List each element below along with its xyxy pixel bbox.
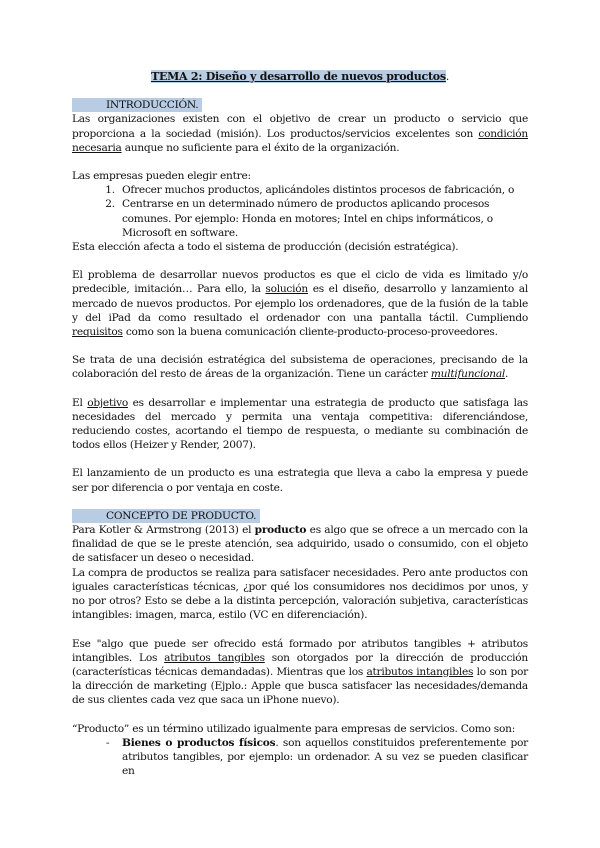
text: es algo que se ofrece a un mercado con la finalidad de que se le preste atención, sea adquirido, usado o consumido, con el objeto de satisfacer un deseo o necesidad. — [72, 524, 529, 565]
section-concepto-producto — [72, 509, 528, 778]
paragraph — [72, 396, 528, 453]
paragraph — [72, 353, 528, 381]
text: son otorgados por la dirección de producción (características técnicas demandadas). Mientras que los — [72, 651, 528, 678]
page-title — [72, 70, 528, 84]
underlined-term: objetivo — [87, 396, 128, 409]
paragraph: Esta elección afecta a todo el sistema de producción (decisión estratégica). — [72, 241, 459, 254]
text: como son la buena comunicación cliente-producto-proceso-proveedores. — [122, 326, 498, 339]
paragraph: El lanzamiento de un producto es una estrategia que lleva a cabo la empresa y puede ser por diferencia o por ventaja en coste. — [72, 467, 528, 494]
paragraph — [72, 268, 528, 339]
paragraph: Las empresas pueden elegir entre: — [72, 170, 251, 183]
text: Para Kotler & Armstrong (2013) el — [72, 524, 255, 537]
paragraph — [72, 637, 528, 708]
text: Ese "algo que puede ser ofrecido está formado por atributos tangibles + atributos intangibles. Los — [72, 637, 528, 664]
text: lo son por la dirección de marketing (Ejplo.: Apple que busca satisfacer las necesidades/demanda de sus clientes cada vez que saca un iPhone nuevo). — [72, 665, 528, 707]
dash-list — [72, 736, 528, 779]
heading-introduccion: INTRODUCCIÓN. — [72, 98, 202, 112]
text: es desarrollar e implementar una estrategia de producto que satisfaga las necesidades del mercado y permita una ventaja competitiva: diferenciándose, reduciendo costes, acortando el tiempo de respuesta, o mediante su combinación de todos ellos (Heizer y Render, 2007). — [72, 396, 528, 452]
paragraph: La compra de productos se realiza para satisfacer necesidades. Pero ante productos con iguales características técnicas, ¿por qué los consumidores nos decidimos por unos, y no por otros? Esto se debe a la distinta percepción, valoración subjetiva, características intangibles: imagen, marca, estilo (VC en diferenciación). — [72, 566, 528, 622]
heading-concepto-producto: CONCEPTO DE PRODUCTO. — [72, 509, 260, 523]
text: . — [505, 368, 509, 381]
text: aunque no suficiente para el éxito de la organización. — [121, 141, 400, 154]
underlined-term: condición necesaria — [72, 127, 528, 154]
title-period: . — [445, 71, 449, 83]
underlined-term: multifuncional — [430, 368, 506, 381]
underlined-term: atributos tangibles — [164, 651, 265, 664]
text: Se trata de una decisión estratégica del subsistema de operaciones, precisando de la colaboración del resto de áreas de la organización. Tiene un carácter — [72, 354, 528, 381]
paragraph: “Producto” es un término utilizado igualmente para empresas de servicios. Como son: — [72, 722, 516, 735]
list-item — [106, 736, 528, 779]
bold-term: Bienes o productos físicos — [122, 736, 276, 749]
text: El problema de desarrollar nuevos productos es que el ciclo de vida es limitado y/o predecible, imitación… Para ello, la — [72, 269, 528, 296]
text: . son aquellos constituidos preferentemente por atributos tangibles, por ejemplo: un ordenador. A su vez se pueden clasificar en — [122, 736, 528, 778]
paragraph — [72, 523, 528, 566]
text: El — [72, 396, 88, 409]
paragraph — [72, 112, 528, 155]
underlined-term: requisitos — [72, 326, 123, 339]
underlined-term: atributos intangibles — [366, 665, 474, 678]
text: es el diseño, desarrollo y lanzamiento al mercado de nuevos productos. Por ejemplo los ordenadores, que de la fusión de la table y del iPad da como resultado el ordenador con una pantalla táctil. Cumpliendo — [72, 283, 529, 324]
text: Las organizaciones existen con el objetivo de crear un producto o servicio que proporciona a la sociedad (misión). Los productos/servicios excelentes son — [72, 113, 528, 140]
title-text: TEMA 2: Diseño y desarrollo de nuevos productos — [151, 70, 446, 83]
list-item: 1. Ofrecer muchos productos, aplicándoles distintos procesos de fabricación, o — [118, 183, 528, 197]
numbered-list — [72, 183, 528, 240]
list-item: 2. Centrarse en un determinado número de productos aplicando procesos comunes. Por ejemplo: Honda en motores; Intel en chips informáticos, o Microsoft en software. — [118, 197, 528, 240]
underlined-term: solución — [265, 283, 308, 296]
bold-term: producto — [254, 524, 307, 537]
section-introduccion — [72, 98, 528, 495]
